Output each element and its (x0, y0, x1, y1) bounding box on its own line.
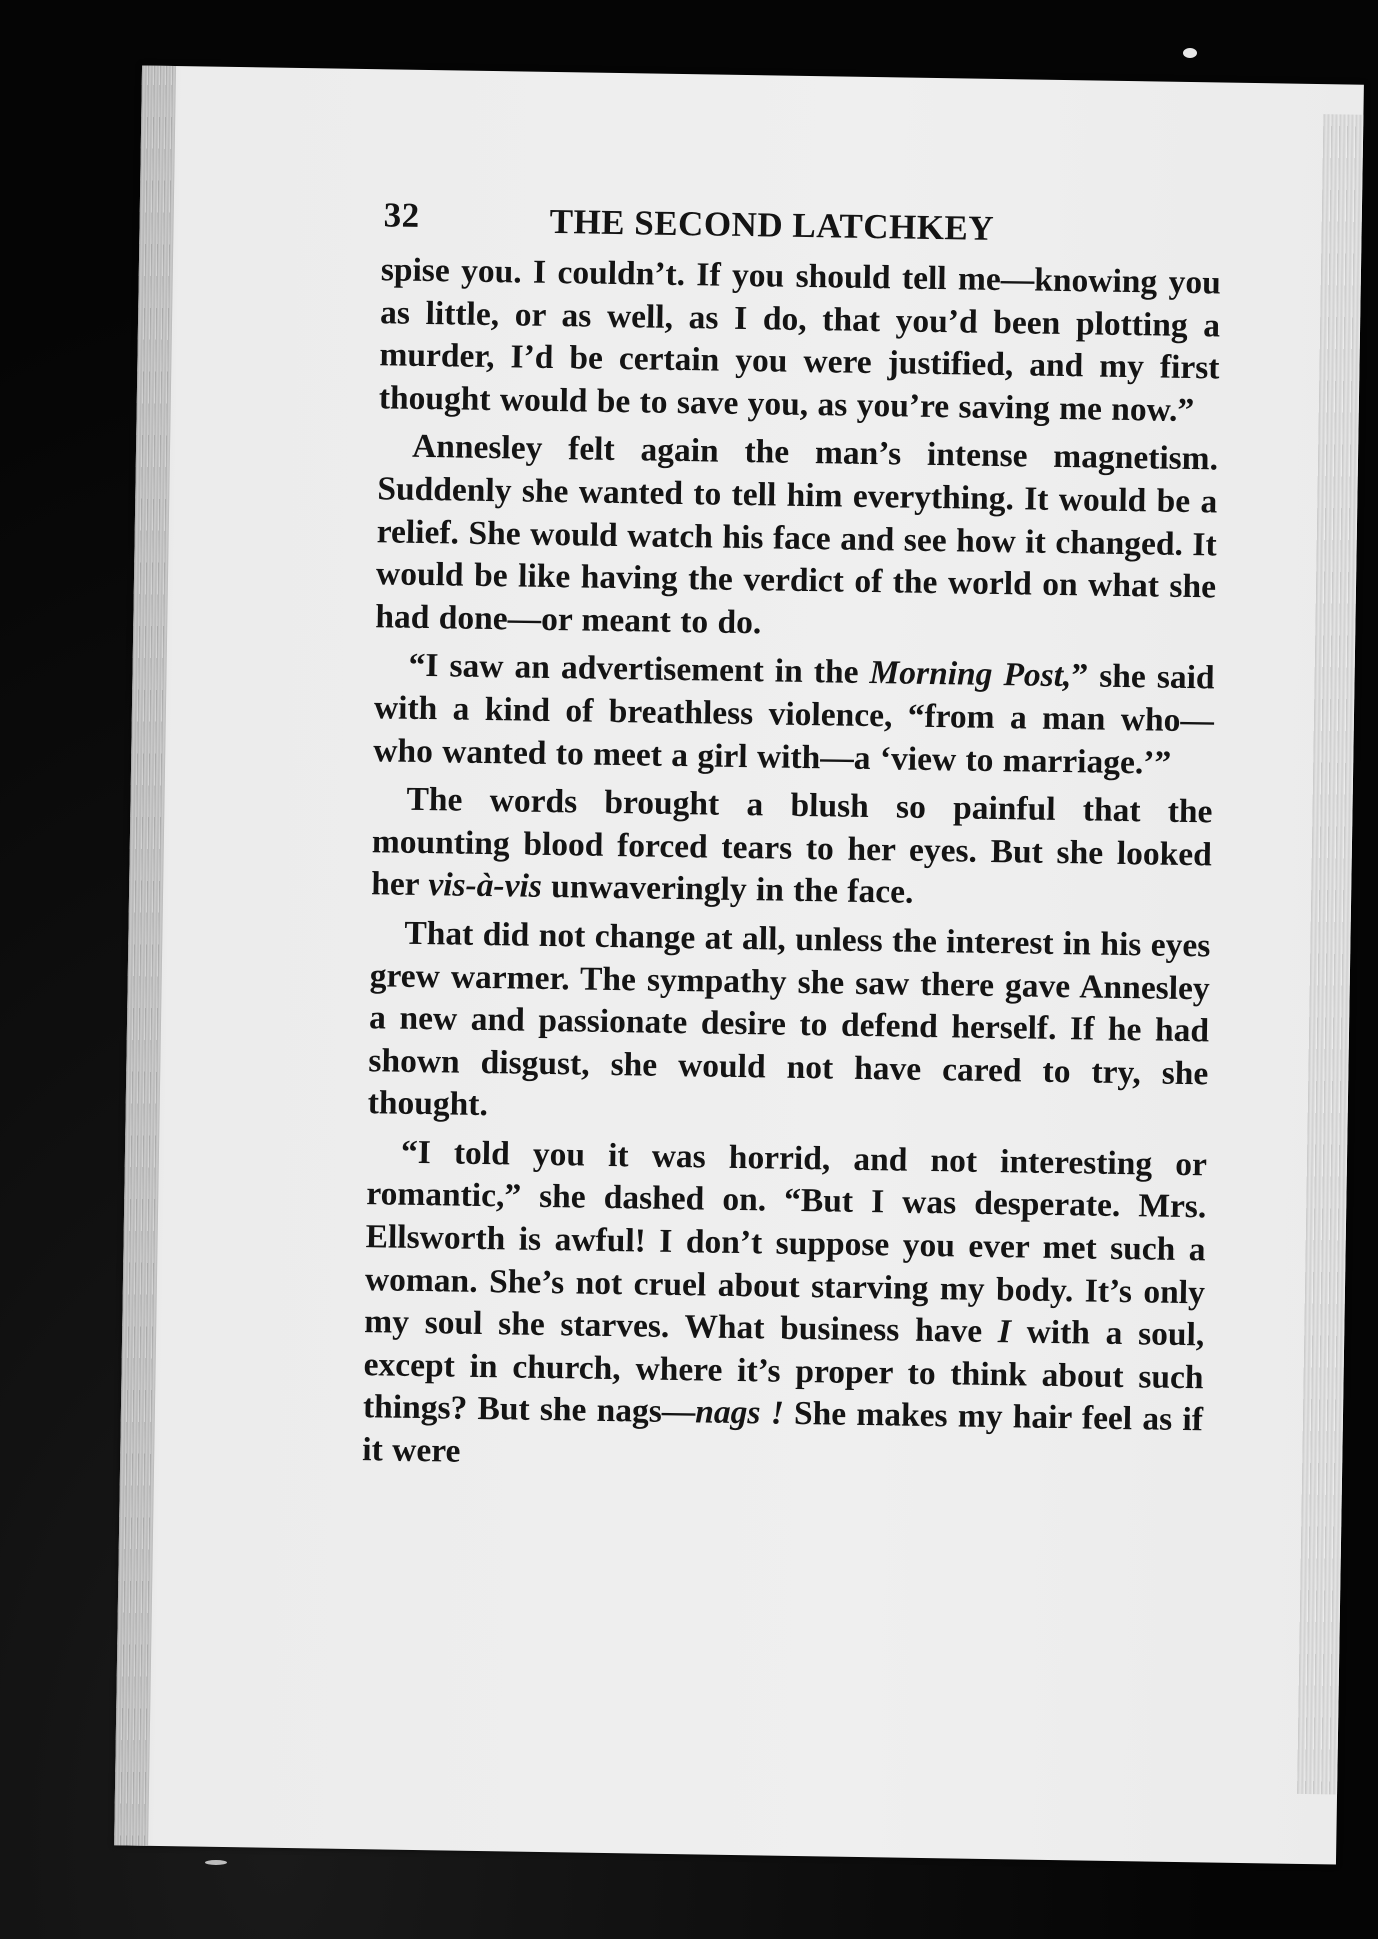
text-run: She makes my hair feel as if it were (362, 1395, 1204, 1470)
body-text (362, 249, 1221, 1485)
paragraph (375, 426, 1218, 652)
paragraph (367, 912, 1210, 1138)
italic-text: I (997, 1313, 1012, 1351)
text-block (362, 189, 1222, 1491)
paragraph (373, 645, 1215, 786)
text-run: with a soul, except in church, where it’s proper to think about such things? But she nags— (362, 1313, 1205, 1431)
italic-text: vis-à-vis (428, 866, 543, 906)
text-run: “I saw an advertisement in the (408, 647, 870, 692)
text-run: spise you. I couldn’t. If you should tell me—knowing you as little, or as well, as I do, that you’d been plotting a murder, I’d be certain you were justified, and my first thought would be to save you, as you’re saving me now.” (378, 251, 1222, 429)
text-run: unwaveringly in the face. (541, 868, 914, 912)
scan-speck (1183, 48, 1197, 58)
paragraph (379, 249, 1222, 433)
scan-speck (205, 1860, 227, 1865)
book-page (114, 66, 1364, 1865)
text-run: That did not change at all, unless the interest in his eyes grew warmer. The sympathy she saw there gave Annesley a new and passionate desire to defend herself. If he had shown disgust, she would not have cared to try, she thought. (367, 914, 1211, 1124)
italic-text: Morning Post, (869, 654, 1072, 695)
text-run: Annesley felt again the man’s intense magnetism. Suddenly she wanted to tell him everything. It would be a relief. She would watch his face and see how it changed. It would be like having the verdict of the world on what she had done—or meant to do. (375, 428, 1219, 642)
italic-text: nags ! (695, 1393, 785, 1433)
text-run: The words brought a blush so painful that the mounting blood forced tears to her eyes. But she looked her (370, 780, 1213, 904)
running-title: THE SECOND LATCHKEY (549, 201, 995, 248)
paragraph (371, 778, 1213, 919)
paragraph (362, 1131, 1207, 1485)
text-run: “I told you it was horrid, and not interesting or romantic,” she dashed on. “But I was desperate. Mrs. Ellsworth is awful! I don’t suppose you ever met such a woman. She’s not cruel about starving my body. It’s only my soul she starves. What business have (364, 1133, 1208, 1351)
text-run: ” she said with a kind of breathless violence, “from a man who—who wanted to meet a girl with—a ‘view to marriage.’” (373, 657, 1215, 782)
page-number: 32 (383, 195, 421, 235)
